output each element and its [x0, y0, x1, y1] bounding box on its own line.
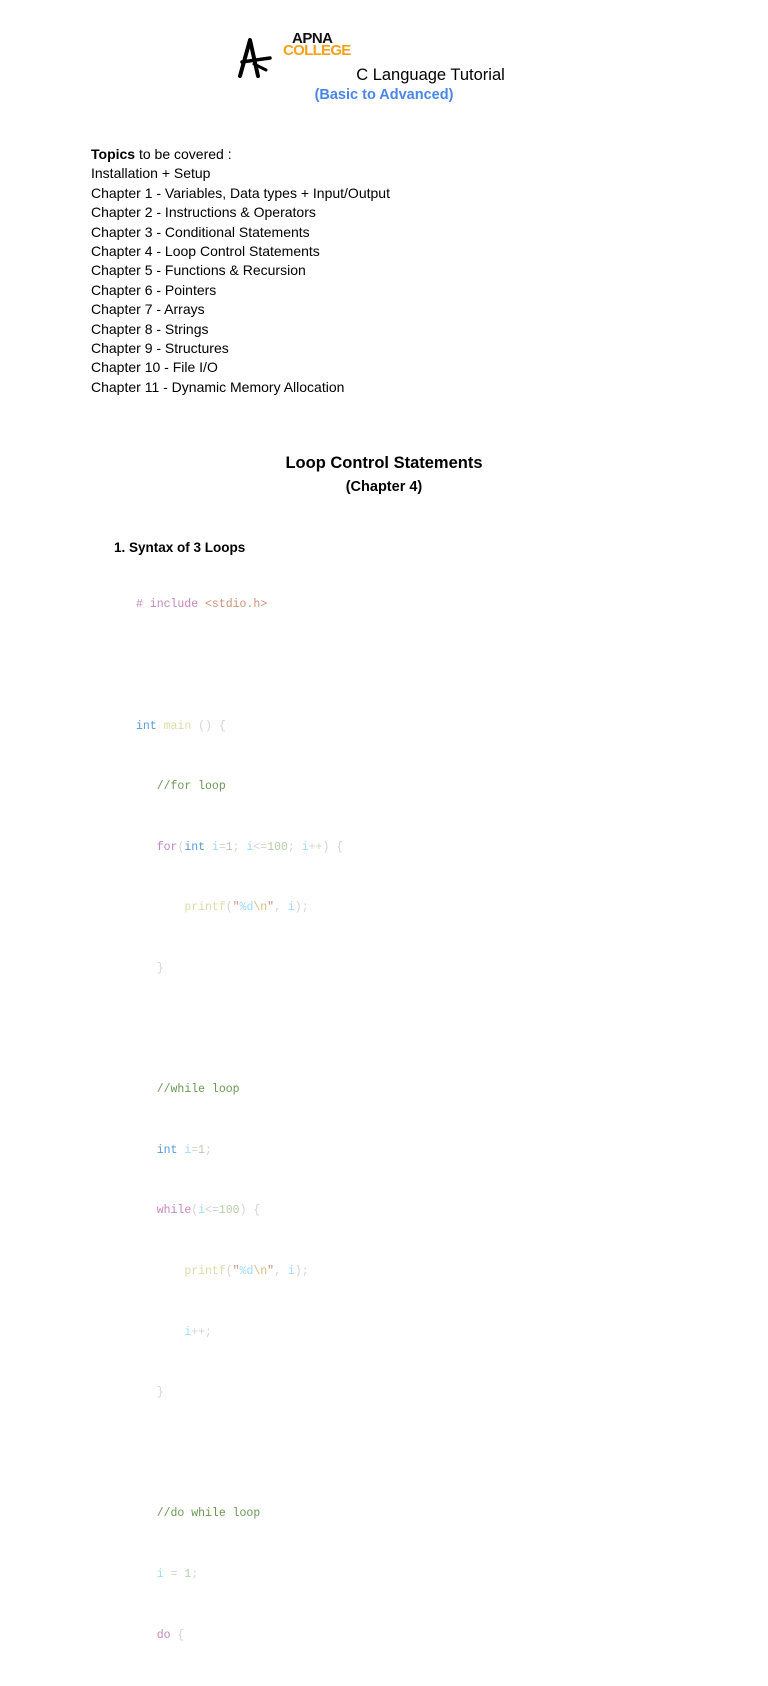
- code-token: i: [184, 1143, 192, 1157]
- code-token: 100: [267, 840, 288, 854]
- code-token: printf: [184, 1264, 226, 1278]
- code-token: (: [191, 1204, 199, 1218]
- code-token: i: [246, 840, 254, 854]
- code-token: ;: [287, 840, 302, 854]
- code-token: ": [267, 1264, 275, 1278]
- code-token: ,: [274, 901, 288, 915]
- code-token: int: [136, 719, 164, 733]
- code-token: <=: [253, 840, 268, 854]
- logo-text-apna: APNA: [292, 30, 333, 47]
- code-line: [136, 777, 343, 797]
- code-line: [136, 959, 343, 979]
- code-line: [136, 1080, 343, 1100]
- code-token: 1: [225, 840, 233, 854]
- code-block: [136, 555, 343, 1686]
- topics-list: [91, 145, 390, 397]
- code-token: i: [211, 840, 219, 854]
- code-token: i: [198, 1204, 206, 1218]
- code-token: ;: [205, 1143, 212, 1157]
- code-token: ) {: [239, 1204, 261, 1218]
- code-token: int: [156, 1143, 185, 1157]
- topic-item: Chapter 3 - Conditional Statements: [91, 223, 310, 240]
- logo-text-college: COLLEGE: [283, 42, 351, 59]
- code-token: i: [287, 1264, 295, 1278]
- code-token: );: [294, 1264, 309, 1278]
- code-comment: //do while loop: [156, 1507, 261, 1521]
- topic-item: Chapter 2 - Instructions & Operators: [91, 204, 316, 221]
- code-token: =: [163, 1567, 185, 1581]
- code-line: [136, 717, 343, 737]
- topics-heading-bold: Topics: [91, 146, 136, 162]
- code-line-blank: [136, 1444, 343, 1464]
- code-token: );: [294, 901, 309, 915]
- code-token: i: [301, 840, 309, 854]
- code-token: <=: [205, 1204, 219, 1218]
- topic-item: Chapter 9 - Structures: [91, 340, 229, 357]
- code-token: ": [232, 1264, 240, 1278]
- code-line: [136, 898, 343, 918]
- code-token: ;: [232, 840, 247, 854]
- topic-item: Chapter 1 - Variables, Data types + Input/Output: [91, 184, 390, 201]
- code-token: i: [184, 1325, 192, 1339]
- topic-item: Chapter 11 - Dynamic Memory Allocation: [91, 378, 345, 395]
- code-token: printf: [184, 901, 226, 915]
- code-token: int: [184, 840, 212, 854]
- section-subtitle: (Chapter 4): [345, 479, 423, 495]
- code-token: i: [156, 1567, 164, 1581]
- code-token: (: [177, 840, 185, 854]
- code-line: [136, 1323, 343, 1343]
- code-token: do: [156, 1628, 171, 1642]
- code-token: main: [163, 719, 192, 733]
- topic-item: Chapter 7 - Arrays: [91, 301, 205, 318]
- code-token: %d: [239, 1264, 254, 1278]
- code-token: ++;: [191, 1325, 212, 1339]
- code-comment: //for loop: [156, 780, 226, 794]
- code-token: 1: [184, 1567, 192, 1581]
- code-token: (: [225, 901, 233, 915]
- code-token: ;: [191, 1567, 199, 1581]
- section-title: Loop Control Statements: [285, 454, 483, 472]
- code-token: \n: [253, 1264, 268, 1278]
- topics-heading: [91, 145, 390, 164]
- code-token: 100: [218, 1204, 240, 1218]
- code-token: =: [218, 840, 226, 854]
- code-token: ,: [274, 1264, 288, 1278]
- code-comment: //while loop: [156, 1083, 240, 1097]
- code-token: <stdio.h>: [205, 598, 268, 612]
- code-token: =: [191, 1143, 199, 1157]
- code-token: ": [267, 901, 275, 915]
- code-line: [136, 1141, 343, 1161]
- code-token: while: [156, 1204, 192, 1218]
- code-line: [136, 1626, 343, 1646]
- code-token: 1: [198, 1143, 206, 1157]
- document-title: C Language Tutorial: [356, 66, 505, 84]
- code-token: ": [232, 901, 240, 915]
- code-line: [136, 838, 343, 858]
- topics-heading-rest: to be covered :: [135, 146, 232, 162]
- code-token: # include: [136, 598, 206, 612]
- code-line: [136, 1383, 343, 1403]
- topic-item: Installation + Setup: [91, 165, 211, 182]
- code-line: [136, 1565, 343, 1585]
- code-line-blank: [136, 1020, 343, 1040]
- topic-item: Chapter 6 - Pointers: [91, 281, 217, 298]
- code-token: %d: [239, 901, 254, 915]
- topic-item: Chapter 8 - Strings: [91, 320, 209, 337]
- code-token: () {: [191, 719, 226, 733]
- code-line: [136, 1201, 343, 1221]
- code-line: [136, 595, 343, 615]
- document-subtitle: (Basic to Advanced): [314, 87, 454, 103]
- code-line-blank: [136, 656, 343, 676]
- code-token: }: [156, 961, 164, 975]
- code-token: ++) {: [308, 840, 344, 854]
- section-subheading: 1. Syntax of 3 Loops: [114, 540, 246, 555]
- topic-item: Chapter 5 - Functions & Recursion: [91, 262, 306, 279]
- code-line: [136, 1504, 343, 1524]
- code-token: }: [156, 1386, 164, 1400]
- code-token: \n: [253, 901, 268, 915]
- code-token: i: [287, 901, 295, 915]
- topic-item: Chapter 10 - File I/O: [91, 359, 218, 376]
- code-token: {: [170, 1628, 185, 1642]
- code-token: for: [156, 840, 178, 854]
- code-line: [136, 1262, 343, 1282]
- topic-item: Chapter 4 - Loop Control Statements: [91, 243, 320, 260]
- code-token: (: [225, 1264, 233, 1278]
